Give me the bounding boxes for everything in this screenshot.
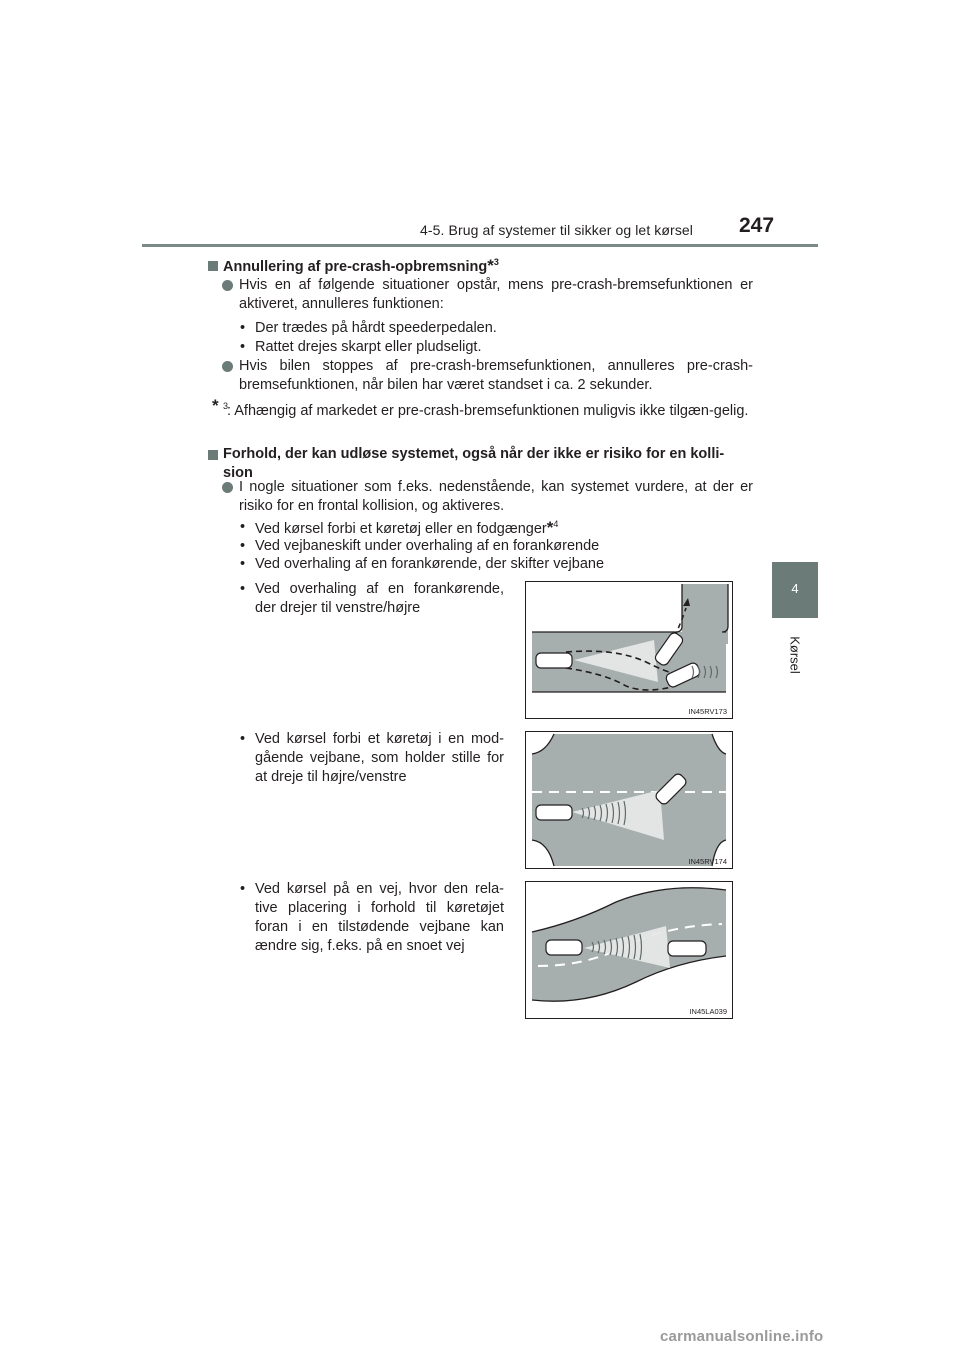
cancel-heading — [208, 256, 753, 277]
cancel-sub-1: Der trædes på hårdt speederpedalen. — [255, 320, 497, 336]
list-item: • Ved vejbaneskift under overhaling af en forankørende — [240, 537, 753, 556]
figure-label: IN45RV174 — [688, 857, 727, 866]
conditions-sub-4: Ved overhaling af en forankørende, der drejer til venstre/højre — [255, 581, 504, 616]
asterisk-icon: * — [212, 396, 219, 415]
cancel-bullet-2: Hvis bilen stoppes af pre-crash-bremsefunktionen, annulleres pre-crash-bremsefunktionen, når bilen har været standset i ca. 2 sekunder. — [239, 358, 753, 393]
square-bullet-icon — [208, 450, 218, 460]
list-item — [222, 478, 753, 518]
road-diagram-3 — [526, 882, 732, 1018]
conditions-sub-6: Ved kørsel på en vej, hvor den rela-tive placering i forhold til køretøjet foran i en tilstødende vejbane kan ændre sig, f.eks. på en snoet vej — [255, 881, 504, 954]
list-item: • Ved kørsel på en vej, hvor den rela-tive placering i forhold til køretøjet foran i en tilstødende vejbane kan ændre sig, f.eks. på en snoet vej — [240, 881, 504, 954]
header-rule — [142, 244, 818, 247]
chapter-number: 4 — [791, 581, 799, 596]
list-item: • Ved kørsel forbi et køretøj eller en fodgænger*$^4$ — [240, 518, 753, 537]
round-bullet-icon — [222, 361, 233, 372]
list-item: • Ved kørsel forbi et køretøj i en mod-gående vejbane, som holder stille for at dreje til højre/venstre — [240, 731, 504, 785]
figure-turning-vehicle — [525, 581, 733, 719]
chapter-tab — [772, 562, 818, 618]
round-bullet-icon — [222, 280, 233, 291]
figure-winding-road — [525, 881, 733, 1019]
conditions-heading-text: Forhold, der kan udløse systemet, også når der ikke er risiko for en kolli-sion — [223, 446, 725, 481]
asterisk-icon: * — [487, 256, 494, 275]
conditions-sub-1: Ved kørsel forbi et køretøj eller en fodgænger*$^4$ — [255, 518, 559, 537]
conditions-sub-5: Ved kørsel forbi et køretøj i en mod-gående vejbane, som holder stille for at dreje til højre/venstre — [255, 731, 504, 785]
conditions-sub-3: Ved overhaling af en forankørende, der skifter vejbane — [255, 556, 605, 572]
figure-label: IN45RV173 — [688, 707, 727, 716]
list-item: • Der trædes på hårdt speederpedalen. — [240, 319, 753, 338]
asterisk-icon: * — [546, 518, 554, 537]
chapter-label: Kørsel — [787, 636, 803, 674]
conditions-bullet-1: I nogle situationer som f.eks. nedenstående, kan systemet vurdere, at der er risiko for en frontal kollision, og aktiveres. — [239, 479, 753, 514]
footnote-text: : Afhængig af markedet er pre-crash-bremsefunktionen muligvis ikke tilgæn-gelig. — [227, 403, 749, 419]
cancel-bullet-1: Hvis en af følgende situationer opstår, mens pre-crash-bremsefunktionen er aktiveret, annulleres funktionen: — [239, 277, 753, 312]
conditions-sub-2: Ved vejbaneskift under overhaling af en forankørende — [255, 538, 600, 554]
watermark: carmanualsonline.info — [660, 1328, 824, 1345]
list-item: • Rattet drejes skarpt eller pludseligt. — [240, 338, 753, 357]
section-title: 4-5. Brug af systemer til sikker og let kørsel — [420, 222, 694, 238]
list-item — [222, 357, 753, 397]
cancel-heading-sup: 3 — [493, 257, 499, 267]
list-item: • Ved overhaling af en forankørende, der skifter vejbane — [240, 555, 753, 574]
chapter-label-box — [772, 625, 818, 685]
figure-oncoming-vehicle — [525, 731, 733, 869]
list-item — [222, 276, 753, 316]
square-bullet-icon — [208, 261, 218, 271]
cancel-heading-text: Annullering af pre-crash-opbremsning — [223, 259, 488, 275]
round-bullet-icon — [222, 482, 233, 493]
figure-label: IN45LA039 — [689, 1007, 727, 1016]
road-diagram-2 — [526, 732, 732, 868]
list-item: • Ved overhaling af en forankørende, der drejer til venstre/højre — [240, 581, 504, 616]
road-diagram-1 — [526, 582, 732, 718]
cancel-sub-2: Rattet drejes skarpt eller pludseligt. — [255, 339, 482, 355]
footnote: * 3 : Afhængig af markedet er pre-crash-bremsefunktionen muligvis ikke tilgæn-gelig. — [212, 396, 753, 436]
page-number: 247 — [739, 214, 775, 237]
